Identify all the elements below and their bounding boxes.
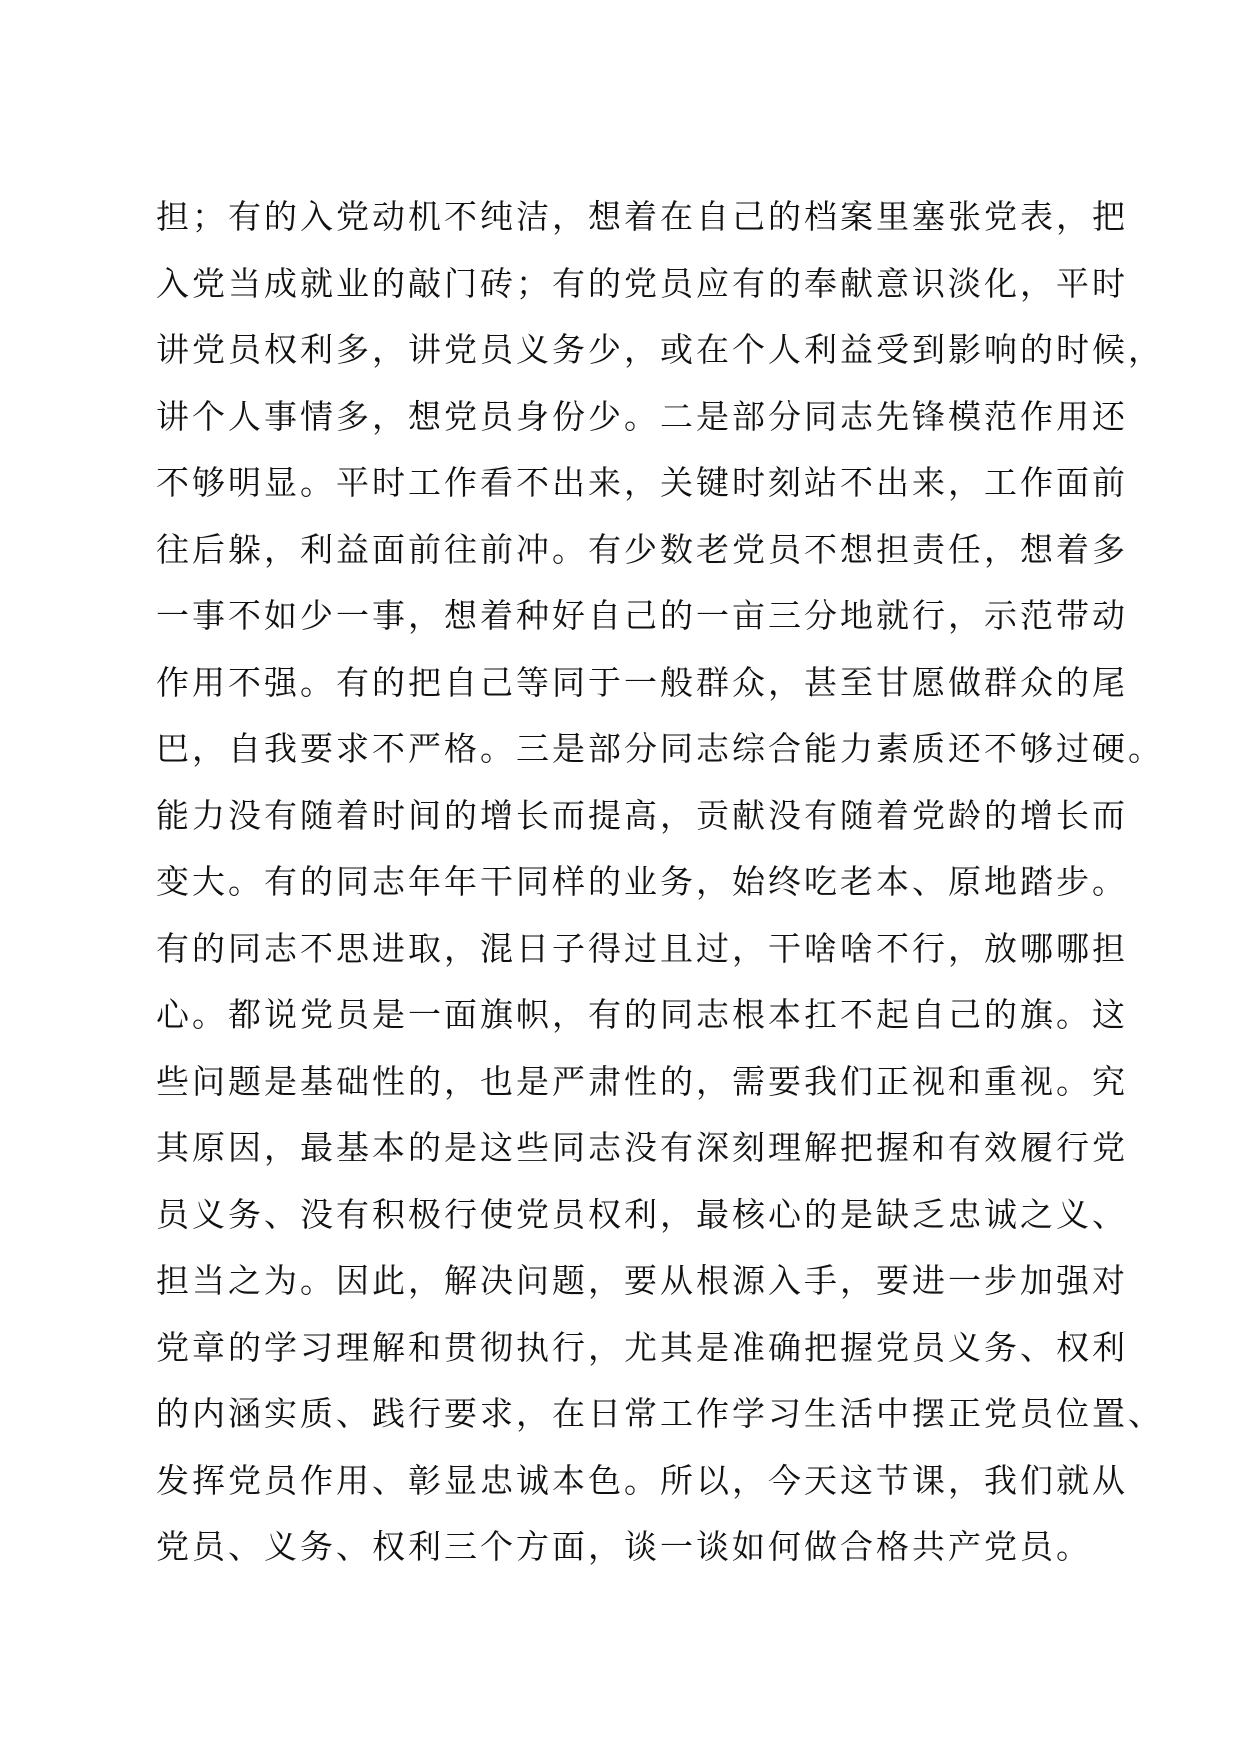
body-text (156, 184, 1164, 1581)
text-line: 有的同志不思进取，混日子得过且过，干啥啥不行，放哪哪担 (156, 928, 1128, 968)
text-line: 担当之为。因此，解决问题，要从根源入手，要进一步加强对 (156, 1261, 1128, 1300)
text-line: 党章的学习理解和贯彻执行，尤其是准确把握党员义务、权利 (156, 1327, 1128, 1367)
text-line: 员义务、没有积极行使党员权利，最核心的是缺乏忠诚之义、 (156, 1194, 1128, 1234)
text-line: 变大。有的同志年年干同样的业务，始终吃老本、原地踏步。 (156, 862, 1128, 901)
text-line: 的内涵实质、践行要求，在日常工作学习生活中摆正党员位置、 (156, 1394, 1164, 1433)
text-line: 心。都说党员是一面旗帜，有的同志根本扛不起自己的旗。这 (156, 995, 1128, 1034)
text-line: 能力没有随着时间的增长而提高，贡献没有随着党龄的增长而 (156, 795, 1128, 835)
text-line: 党员、义务、权利三个方面，谈一谈如何做合格共产党员。 (156, 1527, 1092, 1566)
text-line: 担；有的入党动机不纯洁，想着在自己的档案里塞张党表，把 (156, 197, 1128, 236)
text-line: 不够明显。平时工作看不出来，关键时刻站不出来，工作面前 (156, 463, 1128, 502)
text-line: 讲党员权利多，讲党员义务少，或在个人利益受到影响的时候， (156, 330, 1164, 369)
text-line: 讲个人事情多，想党员身份少。二是部分同志先锋模范作用还 (156, 396, 1128, 436)
text-line: 其原因，最基本的是这些同志没有深刻理解把握和有效履行党 (156, 1128, 1128, 1167)
text-line: 发挥党员作用、彰显忠诚本色。所以，今天这节课，我们就从 (156, 1460, 1128, 1500)
text-line: 入党当成就业的敲门砖；有的党员应有的奉献意识淡化，平时 (156, 263, 1128, 303)
text-line: 作用不强。有的把自己等同于一般群众，甚至甘愿做群众的尾 (156, 662, 1128, 702)
text-line: 巴，自我要求不严格。三是部分同志综合能力素质还不够过硬。 (156, 729, 1164, 768)
text-line: 往后躲，利益面前往前冲。有少数老党员不想担责任，想着多 (156, 529, 1128, 569)
text-line: 一事不如少一事，想着种好自己的一亩三分地就行，示范带动 (156, 596, 1128, 635)
text-line: 些问题是基础性的，也是严肃性的，需要我们正视和重视。究 (156, 1061, 1128, 1101)
